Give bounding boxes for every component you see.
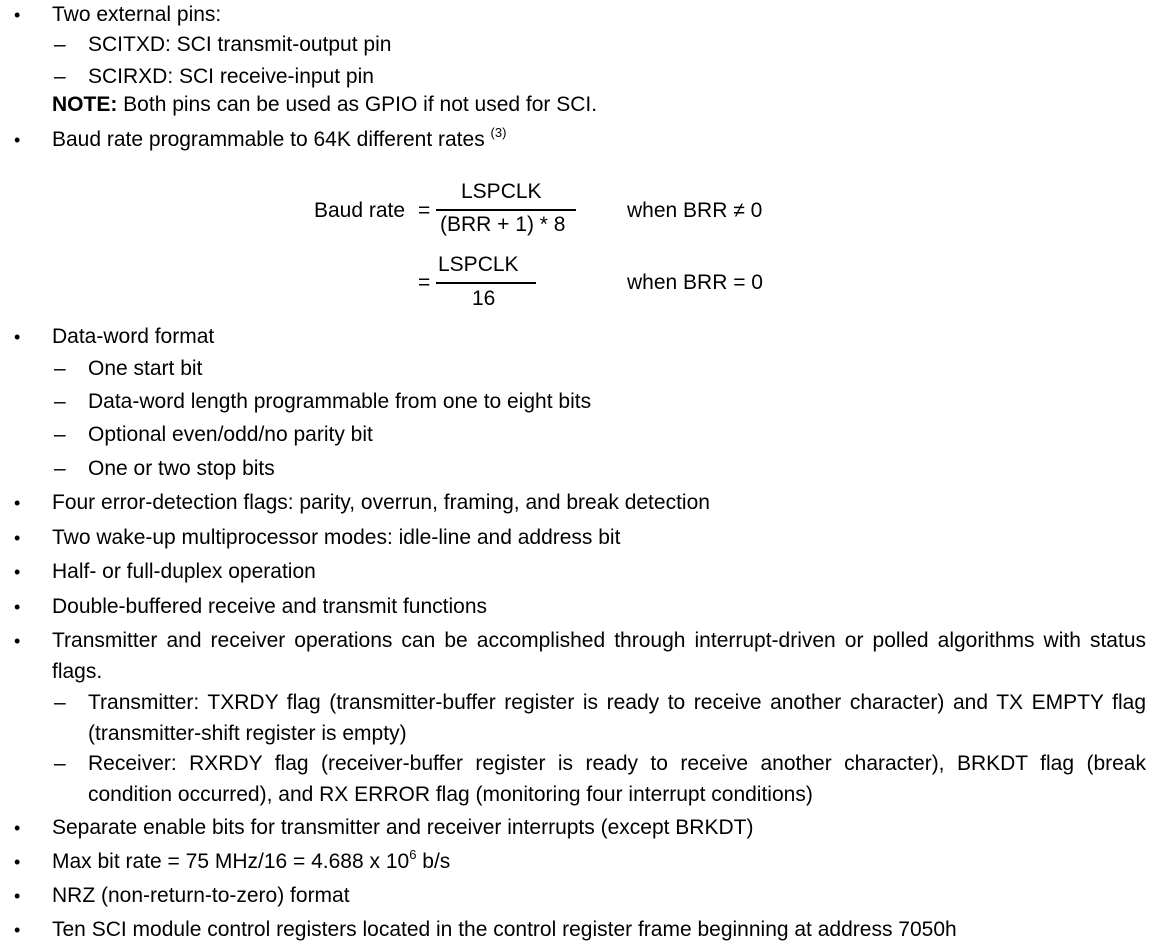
- dash: –: [54, 357, 66, 380]
- baud-text: Baud rate programmable to 64K different rates: [52, 128, 485, 151]
- bullet: •: [14, 327, 21, 347]
- list-item-wakeup: Two wake-up multiprocessor modes: idle-line and address bit: [52, 526, 621, 549]
- formula-equals: =: [418, 271, 431, 294]
- list-item-baud: [52, 127, 506, 153]
- max-rate-suffix: b/s: [416, 850, 451, 873]
- bullet: •: [14, 130, 21, 150]
- list-item-buffered: Double-buffered receive and transmit functions: [52, 595, 488, 618]
- fraction-bar-2: [436, 282, 536, 284]
- bullet: •: [14, 562, 21, 582]
- formula-equals: =: [418, 199, 431, 222]
- bullet: •: [14, 5, 21, 25]
- note: [52, 92, 597, 118]
- max-rate-exponent: 6: [409, 847, 417, 862]
- dash: –: [54, 65, 66, 88]
- sub-item-start-bit: One start bit: [88, 357, 203, 380]
- list-item-dataword: Data-word format: [52, 325, 215, 348]
- sub-item-scitxd: SCITXD: SCI transmit-output pin: [88, 33, 392, 56]
- list-item-nrz: NRZ (non-return-to-zero) format: [52, 884, 350, 907]
- bullet: •: [14, 886, 21, 906]
- bullet: •: [14, 597, 21, 617]
- list-item-operations: Transmitter and receiver operations can be accomplished through interrupt-driven or polled algorithms with status flags.: [52, 629, 1146, 683]
- formula-denominator-1: (BRR + 1) * 8: [440, 213, 566, 236]
- formula-condition-2: when BRR = 0: [627, 271, 763, 294]
- dash: –: [54, 691, 66, 714]
- list-item-enable-bits: Separate enable bits for transmitter and receiver interrupts (except BRKDT): [52, 816, 754, 839]
- bullet: •: [14, 631, 21, 651]
- formula-condition-1: when BRR ≠ 0: [627, 199, 763, 222]
- bullet: •: [14, 493, 21, 513]
- bullet: •: [14, 920, 21, 940]
- sub-item-receiver: Receiver: RXRDY flag (receiver-buffer register is ready to receive another character), BRKDT flag (break condition occurred), and RX ERROR flag (monitoring four interrupt conditions): [88, 752, 1146, 806]
- list-item-registers: Ten SCI module control registers located in the control register frame beginning at address 7050h: [52, 918, 957, 941]
- bullet: •: [14, 818, 21, 838]
- bullet: •: [14, 852, 21, 872]
- sub-item-scirxd: SCIRXD: SCI receive-input pin: [88, 65, 374, 88]
- note-text: Both pins can be used as GPIO if not used for SCI.: [123, 93, 598, 116]
- dash: –: [54, 457, 66, 480]
- formula-numerator-1: LSPCLK: [461, 180, 542, 203]
- list-item-errors: Four error-detection flags: parity, overrun, framing, and break detection: [52, 491, 710, 514]
- note-label: NOTE:: [52, 93, 118, 116]
- formula-numerator-2: LSPCLK: [438, 253, 519, 276]
- footnote-ref: (3): [490, 125, 507, 140]
- list-item-max-rate: [52, 849, 450, 875]
- sub-item-stop-bits: One or two stop bits: [88, 457, 275, 480]
- dash: –: [54, 33, 66, 56]
- formula-lhs: Baud rate: [314, 199, 406, 222]
- dash: –: [54, 423, 66, 446]
- fraction-bar-1: [436, 209, 576, 211]
- list-item-pins: Two external pins:: [52, 3, 222, 26]
- sub-item-parity: Optional even/odd/no parity bit: [88, 423, 373, 446]
- list-item-duplex: Half- or full-duplex operation: [52, 560, 316, 583]
- max-rate-prefix: Max bit rate = 75 MHz/16 = 4.688 x 10: [52, 850, 410, 873]
- formula-denominator-2: 16: [472, 287, 496, 310]
- bullet: •: [14, 528, 21, 548]
- sub-item-word-length: Data-word length programmable from one to eight bits: [88, 390, 592, 413]
- sub-item-transmitter: Transmitter: TXRDY flag (transmitter-buffer register is ready to receive another character) and TX EMPTY flag (transmitter-shift register is empty): [88, 691, 1146, 745]
- dash: –: [54, 390, 66, 413]
- dash: –: [54, 752, 66, 775]
